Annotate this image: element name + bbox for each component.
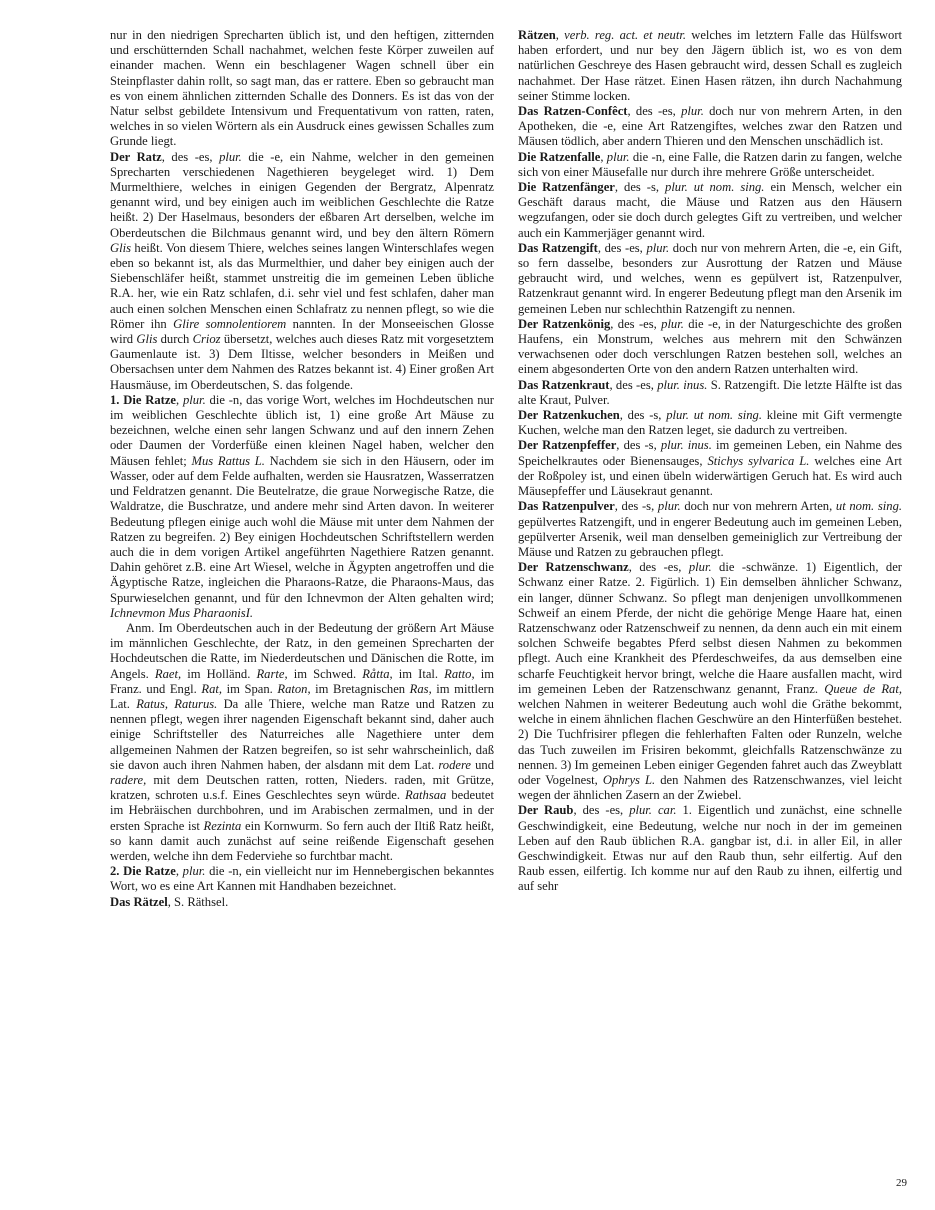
- entry-italic-text: Stichys sylvarica L.: [707, 453, 810, 468]
- entry-text: im Bretagnischen: [310, 681, 410, 696]
- entry-text: heißt. Von diesem Thiere, welches seines langen Winterschlafes wegen eben so bekannt ist, als das Murmelthier, und daher bey einigen auch der Siebenschläfer heißt, stammet unstreitig die im gemeinen Leben übliche R.A. her, wie ein Ratz schlafen, d.i. sehr viel und fest schlafen, daher man auch einen solchen Menschen einen Schlafratz zu nennen pflegt, so wie die Römer ihn: [110, 240, 494, 331]
- entry-text: , des -es,: [627, 104, 682, 119]
- entry-text: , des -s,: [619, 408, 667, 423]
- entry-italic-text: plur. ut nom. sing.: [666, 408, 762, 423]
- entry-text: im Franz. und Engl.: [110, 666, 494, 696]
- entry-text: die -n, ein vielleicht nur im Hennebergischen bekanntes Wort, wo es eine Art Kannen mit Handhaben bezeichnet.: [110, 864, 494, 894]
- dictionary-entry: [518, 150, 902, 180]
- entry-italic-text: Ratto,: [444, 666, 475, 681]
- entry-text: doch nur von mehrern Arten,: [680, 499, 836, 514]
- entry-italic-text: ut nom. sing.: [835, 499, 903, 514]
- entry-text: im gemeinen Leben, ein Nahme des Speichelkrautes oder Bienensauges,: [518, 438, 902, 468]
- entry-italic-text: plur.: [606, 149, 630, 164]
- dictionary-entry: [518, 104, 902, 150]
- entry-italic-text: Raton,: [277, 681, 311, 696]
- entry-text: welches eine Art der Roßpoley ist, und einen übeln widerwärtigen Geruch hat. Es wird auch Mäusepfeffer und Läusekraut genannt.: [518, 453, 902, 499]
- entry-text: , des -es,: [609, 377, 658, 392]
- entry-text: Nachdem sie sich in den Häusern, oder im Wasser, oder auf dem Felde aufhalten, werden sie Hausratzen, Wasserratzen und Feldratzen genannt. Die Beutelratze, die graue Norwegische Ratze, die Waldratze, die Buschratze, und andere mehr sind Arten davon. In weiterer Bedeutung pflegen einige auch wohl die Mäuse mit unter dem Nahmen der Ratzen zu begreifen. 2) Bey einigen Hochdeutschen Schriftstellern werden auch die in dem vorigen Artikel angeführten Nagethiere Ratzen genannt. Dahin gehöret z.B. eine Art Wiesel, welche in Ägypten angetroffen und die Ägyptische Ratze, ingleichen die Pharaons-Ratze, die Pharaons-Maus, das Spurwieselchen genannt, und für den Ichnevmon der Alten gehalten wird;: [110, 453, 494, 605]
- entry-italic-text: Råtta,: [362, 666, 393, 681]
- entry-text: die -schwänze. 1) Eigentlich, der Schwanz einer Ratze. 2. Figürlich. 1) Ein demselben ähnlicher Schwanz, ein langer, dünner Schwanz. So pflegt man denjenigen unvollkommenen Schweif an einem Pferde, der nicht die gehörige Menge Haare hat, einen Ratzenschwanz oder Ratzenschweif zu nennen, da denn auch ein mit einem solchen Schweife begabtes Pferd selbst diesen Nahmen zu bekommen pflegt. Auch eine Krankheit des Pferdeschweifes, da aus demselben eine scharfe Feuchtigkeit hervor bringt, welche die Haare ausfallen macht, wird im gemeinen Leben der Ratzenschwanz genannt, Franz.: [518, 560, 902, 696]
- dictionary-entry: [518, 560, 902, 803]
- dictionary-entry: [518, 499, 902, 560]
- entry-italic-text: plur. car.: [629, 803, 677, 818]
- entry-headword: Der Ratz: [110, 149, 162, 164]
- entry-text: durch: [157, 332, 193, 347]
- entry-text: welches im letztern Falle das Hülfswort haben erfordert, und nur bey den Jägern üblich ist, wo es von dem natürlichen Geschreye des Hasen gebraucht wird, dessen Schall es zugleich nachahmet. Der Hase rätzet. Einen Hasen rätzen, ihn durch Nachahmung seiner Stimme locken.: [518, 28, 903, 103]
- entry-text: , des -s,: [614, 499, 658, 514]
- entry-headword: 1. Die Ratze: [110, 392, 177, 407]
- entry-italic-text: Ophrys L.: [602, 772, 656, 787]
- entry-text: ein Kornwurm. So fern auch der Iltiß Ratz heißt, so kann damit auch zunächst auf seine reißende Eigenschaft gesehen werden, welche ihn dem Federviehe so furchtbar macht.: [110, 818, 494, 863]
- entry-text: doch nur von mehrern Arten, in den Apotheken, die -e, eine Art Ratzengiftes, welches zwar den Ratzen und Mäusen tödlich, aber andern Thieren und den Menschen unschädlich ist.: [518, 104, 902, 149]
- dictionary-entry: [518, 317, 902, 378]
- entry-headword: 2. Die Ratze: [110, 864, 176, 879]
- entry-text: ,: [176, 392, 183, 407]
- entry-italic-text: Rarte,: [256, 666, 288, 681]
- dictionary-entry: [110, 150, 494, 393]
- entry-text: bedeutet im Hebräischen durchbohren, und im Arabischen zermalmen, und in der ersten Sprache ist: [110, 788, 494, 833]
- entry-italic-text: Rathsaa: [405, 788, 447, 803]
- entry-text: die -e, ein Nahme, welcher in den gemeinen Sprecharten verschiedenen Nagethieren beygeleget wird. 1) Dem Murmelthiere, welches in einigen Gegenden der Bergratz, Alpenratz genannt wird, und bey einigen auch im weiblichen Geschlechte die Ratze heißt. 2) Der Haselmaus, besonders der eßbaren Art derselben, welche im Oberdeutschen die Bilchmaus genannt wird, und bey den ältern Römern: [110, 149, 494, 240]
- dictionary-entry: [110, 864, 494, 894]
- entry-italic-text: Ras,: [409, 681, 432, 696]
- entry-headword: Das Ratzen-Confêct: [518, 104, 628, 119]
- entry-text: die -n, eine Falle, die Ratzen darin zu fangen, welche sich von einer Mäusefalle nur durch ihre mehrere Größe unterscheidet.: [518, 149, 903, 179]
- entry-text: welchen Nahmen in weiterer Bedeutung auch wohl die Gräthe bekommt, welche in einem ähnlichen flachen Geschwüre an den Hinterfüßen bestehet. 2) Die Tuchfrisirer pflegen die fehlerhaften Falten oder Runzeln, welche das Tuch zuweilen im Frisiren bekommt, gleichfalls Ratzenschwänze zu nennen. 3) Im gemeinen Leben einiger Gegenden fahret auch das Zweyblatt oder Vogelnest,: [518, 696, 902, 787]
- entry-headword: Der Ratzenkönig: [518, 316, 611, 331]
- dictionary-entry: [518, 180, 902, 241]
- entry-text: nur in den niedrigen Sprecharten üblich ist, und den heftigen, zitternden und erschütternden Schall nachahmet, welchen feste Körper zuweilen auf einander machen. Wenn ein beschlagener Wagen schnell über ein Steinpflaster dahin rollt, so sagt man, das er rattere. Eben so gebraucht man es von einem ähnlichen zitternden Schalle des Donners. Es ist das von der Natur selbst gebildete Intensivum und Frequentativum von ratten, raten, welches in so vielen Wörtern als ein Ausdruck eines gewissen Schalles zum Grunde liegt.: [110, 28, 494, 149]
- dictionary-entry: [110, 621, 494, 864]
- entry-text: 1. Eigentlich und zunächst, eine schnelle Geschwindigkeit, eine Bedeutung, welche nur noch in der im gemeinen Leben auf den Raub üblichen R.A. gangbar ist, d.i. in aller Eil, in aller Geschwindigkeit. Etwas nur auf den Raub thun, sehr eilfertig. Auf den Raub essen, eilfertig. Ich komme nur auf den Raub zu ihnen, eilfertig und auf sehr: [518, 803, 902, 894]
- entry-text: übersetzt, welches auch dieses Ratz mit vorgesetztem Gaumenlaute ist. 3) Dem Iltisse, welcher besonders in Meißen und Obersachsen unter dem Nahmen des Ratzes bekannt ist. 4) Einer großen Art Hausmäuse, im Oberdeutschen, S. das folgende.: [110, 332, 494, 392]
- entry-headword: Das Rätzel: [110, 894, 168, 909]
- entry-italic-text: plur.: [681, 104, 704, 119]
- entry-headword: Das Ratzenpulver: [518, 499, 615, 514]
- dictionary-entry: [518, 241, 902, 317]
- entry-text: im mittlern Lat.: [110, 681, 495, 711]
- entry-text: nannten. In der Monseeischen Glosse wird: [110, 316, 495, 347]
- entry-headword: Der Raub: [518, 803, 574, 818]
- entry-italic-text: plur.: [661, 316, 684, 331]
- entry-italic-text: plur.: [688, 560, 712, 575]
- entry-text: , des -es,: [610, 316, 662, 331]
- entry-italic-text: plur. ut nom. sing.: [665, 180, 765, 195]
- entry-text: den Nahmen des Ratzenschwanzes, viel leicht wegen der ähnlichen Zasern an der Zwiebel.: [518, 772, 902, 803]
- entry-italic-text: Rezinta: [203, 818, 242, 833]
- entry-italic-text: Glis: [110, 240, 131, 255]
- entry-italic-text: Mus Rattus L.: [191, 453, 265, 468]
- dictionary-entry: [518, 408, 902, 438]
- dictionary-entry: [518, 803, 902, 894]
- entry-text: kleine mit Gift vermengte Kuchen, welche man den Ratzen leget, sie dadurch zu vertreiben.: [518, 408, 902, 438]
- entry-text: , des -es,: [597, 240, 647, 255]
- entry-italic-text: plur. inus.: [657, 377, 708, 392]
- entry-text: Da alle Thiere, welche man Ratze und Ratzen zu nennen pflegt, wegen ihrer nagenden Eigenschaft bekannt sind, daher auch einige Schriftsteller des Naturreiches alle Nagethiere unter dem allgemeinen Nahmen der Ratzen begreifen, so ist sehr wahrscheinlich, daß sie davon auch ihren Nahmen haben, der alsdann mit dem Lat.: [110, 696, 494, 772]
- entry-headword: Der Ratzenkuchen: [518, 408, 620, 423]
- entry-headword: Das Ratzengift: [518, 240, 598, 255]
- entry-headword: Die Ratzenfalle: [518, 149, 601, 164]
- entry-italic-text: Rat,: [201, 681, 223, 696]
- entry-italic-text: Ichnevmon Mus PharaonisI.: [110, 605, 254, 620]
- entry-italic-text: Glis: [136, 332, 158, 347]
- entry-text: , des -s,: [614, 180, 666, 195]
- entry-italic-text: rodere: [438, 757, 471, 772]
- entry-text: , des -es,: [573, 803, 630, 818]
- entry-text: im Ital.: [392, 666, 445, 681]
- entry-headword: Die Ratzenfänger: [518, 180, 615, 195]
- dictionary-entry: [110, 393, 494, 621]
- entry-text: mit dem Deutschen ratten, rotten, Nieders. raden, mit Grütze, kratzen, schroten u.s.f. Eines Geschlechtes seyn würde.: [110, 772, 494, 803]
- entry-text: S. Ratzengift. Die letzte Hälfte ist das alte Kraut, Pulver.: [518, 377, 902, 407]
- entry-text: , des -es,: [628, 560, 689, 575]
- entry-italic-text: plur.: [219, 149, 242, 164]
- entry-headword: Das Ratzenkraut: [518, 377, 610, 392]
- entry-text: gepülvertes Ratzengift, und in engerer Bedeutung auch im gemeinen Leben, gepülverter Arsenik, weil man denselben gemeiniglich zur Vertreibung der Mäuse und Ratzen zu gebrauchen pflegt.: [518, 514, 902, 559]
- dictionary-entry: [518, 438, 902, 499]
- entry-text: ein Mensch, welcher ein Geschäft daraus macht, die Mäuse und Ratzen aus den Häusern wegzufangen, oder sie doch durch gelegtes Gift zu vertreiben, und welcher auch ein Kammerjäger genannt wird.: [518, 180, 903, 240]
- entry-italic-text: plur.: [182, 392, 206, 407]
- entry-italic-text: plur. inus.: [660, 438, 712, 453]
- entry-italic-text: Queue de Rat,: [824, 681, 902, 696]
- left-column: [110, 28, 494, 910]
- entry-italic-text: plur.: [657, 499, 681, 514]
- entry-text: im Span.: [222, 681, 278, 696]
- entry-text: doch nur von mehrern Arten, die -e, ein Gift, so fern dasselbe, besonders zur Ausrottung der Ratzen und Mäuse gebraucht wird, und welches, wenn es gepülvert ist, Ratzenpulver, Ratzenkraut genannt wird. In engerer Bedeutung pflegt man den Arsenik im gemeinen Leben nur schlechthin Ratzengift zu nennen.: [518, 240, 902, 316]
- entry-italic-text: plur.: [182, 864, 206, 879]
- entry-text: , des -es,: [161, 149, 220, 164]
- entry-italic-text: Ratus, Raturus.: [136, 696, 218, 711]
- entry-text: und: [471, 757, 494, 772]
- entry-text: die -n, das vorige Wort, welches im Hochdeutschen nur im weiblichen Geschlechte üblich ist, 1) eine große Art Mäuse zu bezeichnen, welche einen sehr langen Schwanz und auf den innern Zehen oder Daumen der Vorderfüße einen kleinen Nagel haben, welcher den Mäusen fehlet;: [110, 392, 495, 468]
- entry-text: ,: [175, 864, 183, 879]
- dictionary-entry: [518, 378, 902, 408]
- entry-headword: Rätzen: [518, 28, 556, 42]
- entry-headword: Der Ratzenpfeffer: [518, 438, 617, 453]
- entry-italic-text: plur.: [646, 240, 670, 255]
- entry-italic-text: verb. reg. act. et neutr.: [564, 28, 687, 42]
- entry-italic-text: radere,: [110, 772, 147, 787]
- entry-text: im Holländ.: [181, 666, 257, 681]
- entry-text: ,: [555, 28, 565, 42]
- dictionary-entry: [110, 895, 494, 910]
- entry-text: , des -s,: [616, 438, 661, 453]
- entry-italic-text: Glire somnolentiorem: [173, 316, 287, 331]
- entry-headword: Der Ratzenschwanz: [518, 560, 629, 575]
- entry-text: Anm. Im Oberdeutschen auch in der Bedeutung der größern Art Mäuse im männlichen Geschlechte, der Ratz, in den gemeinen Sprecharten der Hochdeutschen die Ratte, im Niederdeutschen und Dänischen die Rotte, im Angels.: [110, 620, 494, 681]
- dictionary-entry: [110, 28, 494, 150]
- page-number: 29: [896, 1177, 907, 1189]
- entry-italic-text: Raet,: [154, 666, 182, 681]
- entry-text: , S. Räthsel.: [167, 894, 229, 909]
- entry-italic-text: Crioz: [192, 332, 221, 347]
- entry-text: ,: [600, 149, 607, 164]
- right-column: [518, 28, 902, 895]
- dictionary-entry: [518, 28, 902, 104]
- entry-text: die -e, in der Naturgeschichte des großen Haufens, ein Monstrum, welches aus mehrern mit den Schwänzen verwachsenen oder doch verschlungen Ratzen bestehen soll, welches an einem abgesonderten Orte von den andern Ratzen unterhalten wird.: [518, 316, 902, 377]
- entry-text: im Schwed.: [287, 666, 363, 681]
